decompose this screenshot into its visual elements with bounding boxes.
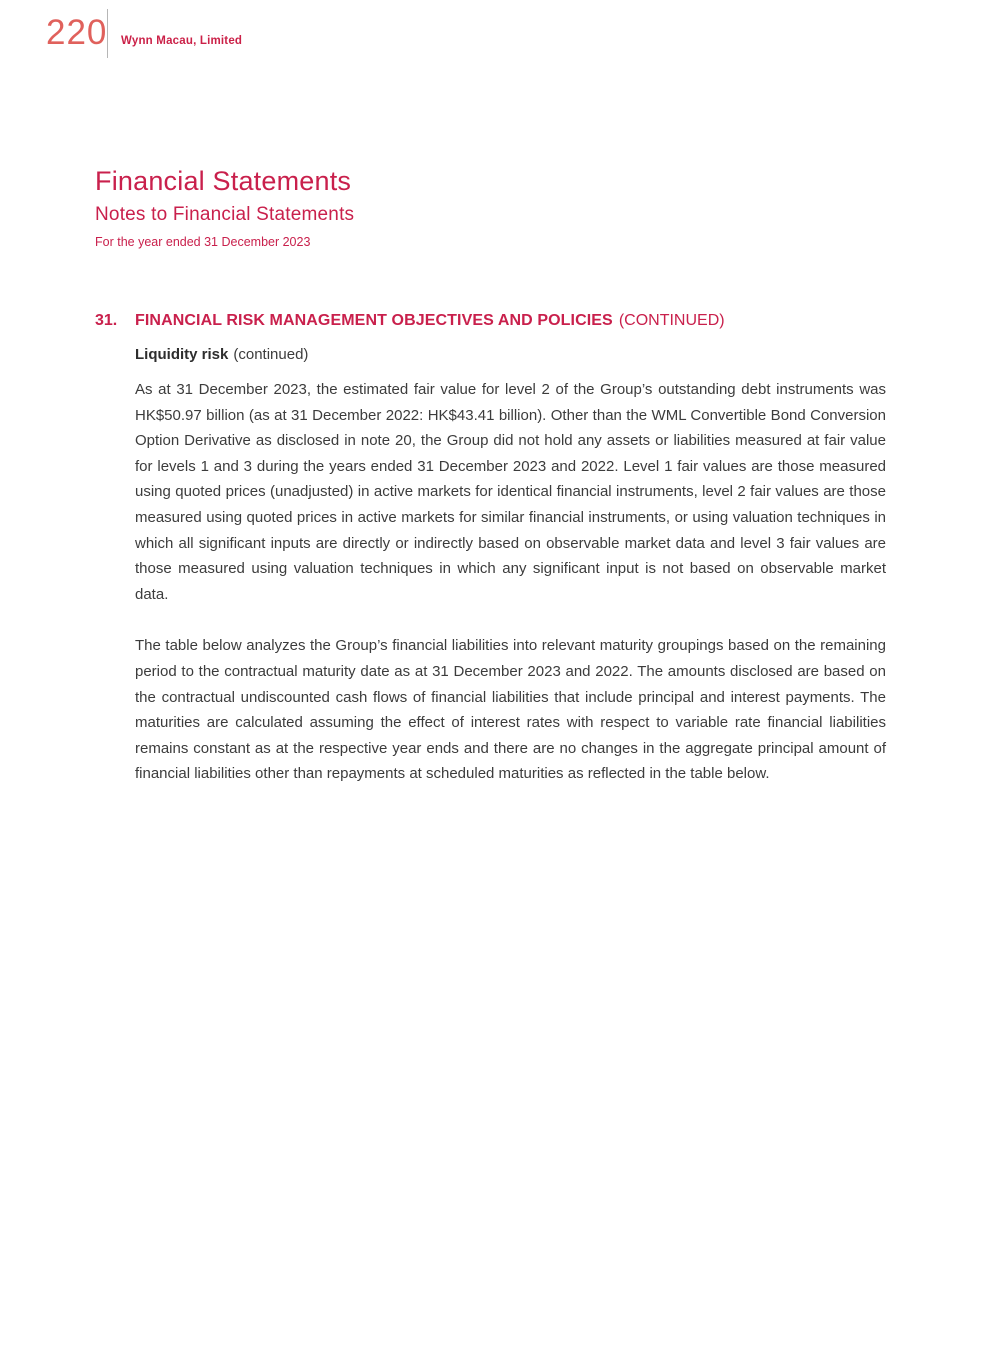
section-heading	[95, 311, 886, 331]
company-name: Wynn Macau, Limited	[121, 35, 243, 47]
reporting-period: For the year ended 31 December 2023	[95, 235, 311, 249]
subheading-continued: (continued)	[233, 346, 309, 363]
subheading-title: Liquidity risk	[135, 346, 229, 363]
page-number: 220	[46, 13, 108, 52]
note-31-section	[95, 311, 886, 787]
section-continued-label: (CONTINUED)	[618, 312, 725, 329]
paragraph-maturity-analysis: The table below analyzes the Group’s financial liabilities into relevant maturity groupings based on the remaining period to the contractual maturity date as at 31 December 2023 and 2022. The amounts disclosed are based on the contractual undiscounted cash flows of financial liabilities that include principal and interest payments. The maturities are calculated assuming the effect of interest rates with respect to variable rate financial liabilities remains constant as at the respective year ends and there are no changes in the aggregate principal amount of financial liabilities other than repayments at scheduled maturities as reflected in the table below.	[135, 637, 886, 783]
section-title	[135, 311, 725, 331]
document-subtitle: Notes to Financial Statements	[95, 204, 355, 225]
document-title: Financial Statements	[95, 166, 352, 196]
liquidity-risk-subheading	[135, 345, 886, 365]
section-title-text: FINANCIAL RISK MANAGEMENT OBJECTIVES AND POLICIES	[135, 312, 613, 329]
page-masthead	[0, 0, 1006, 70]
section-number: 31.	[95, 312, 118, 329]
document-header	[95, 166, 354, 249]
paragraph-fair-value-disclosure: As at 31 December 2023, the estimated fair value for level 2 of the Group’s outstanding debt instruments was HK$50.97 billion (as at 31 December 2022: HK$43.41 billion). Other than the WML Convertible Bond Conversion Option Derivative as disclosed in note 20, the Group did not hold any assets or liabilities measured at fair value for levels 1 and 3 during the years ended 31 December 2023 and 2022. Level 1 fair values are those measured using quoted prices (unadjusted) in active markets for identical financial instruments, level 2 fair values are those measured using quoted prices in active markets for similar financial instruments, or using valuation techniques in which all significant inputs are directly or indirectly based on observable market data and level 3 fair values are those measured using valuation techniques in which any significant input is not based on observable market data.	[135, 381, 886, 603]
vertical-divider	[107, 9, 108, 58]
